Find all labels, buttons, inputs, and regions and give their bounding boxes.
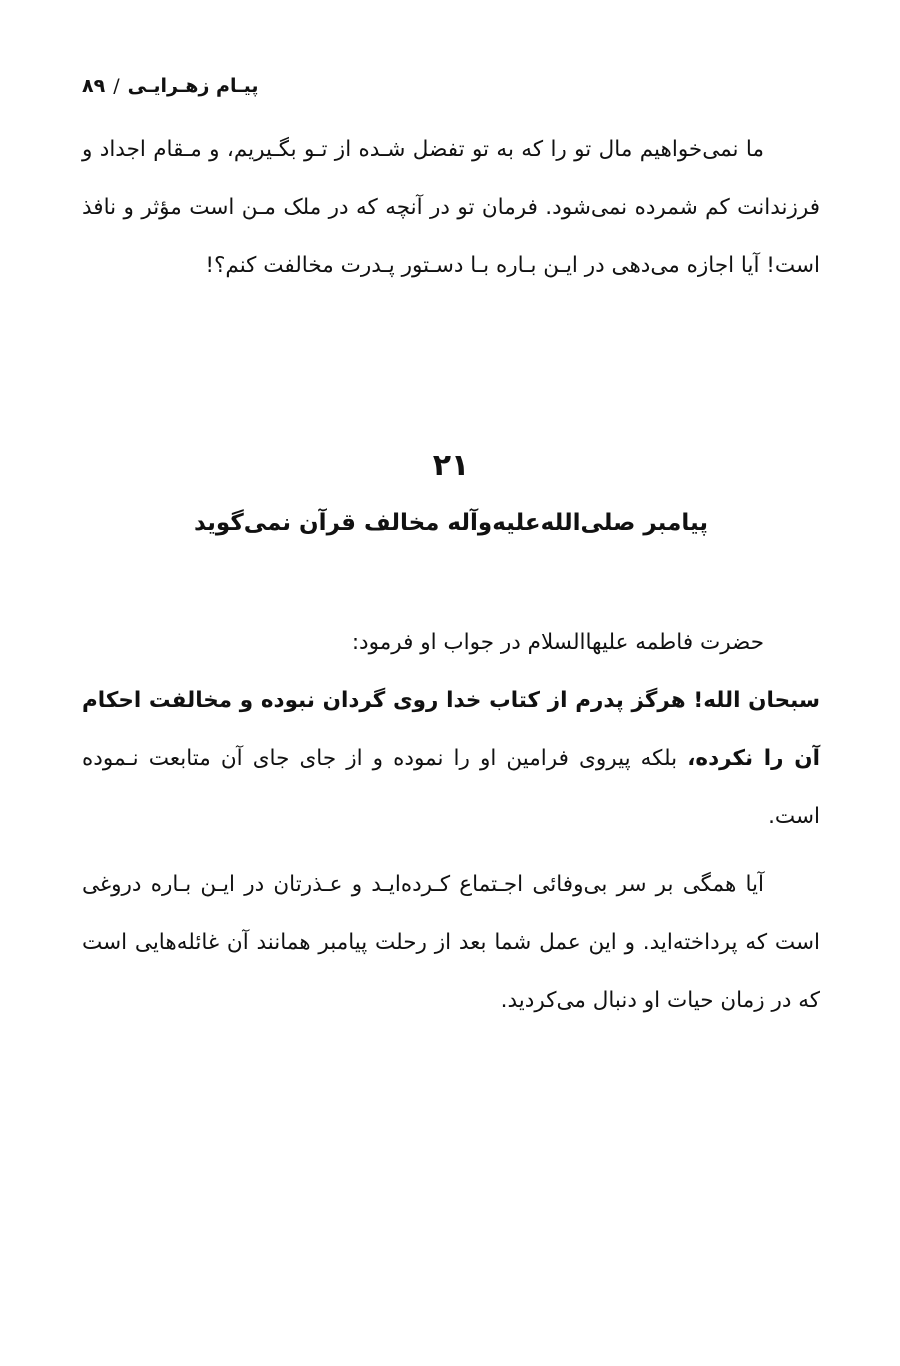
paragraph-1: ما نمی‌خواهیم مال تو را که به تو تفضل شـده از تـو بگـیریم، و مـقام اجداد و فرزندانت کم شمرده نمی‌شود. فرمان تو در آنچه که در ملک مـن است مؤثر و نافذ است! آیا اجازه می‌دهی در ایـن بـاره بـا دسـتور پـدرت مخالفت کنم؟!: [82, 137, 820, 278]
header-separator: /: [113, 74, 120, 97]
chapter-number: ۲۱: [432, 448, 470, 483]
running-header: [82, 74, 820, 104]
chapter-title: پیامبر صلی‌الله‌علیه‌وآله مخالف قرآن نمی‌گوید: [194, 510, 708, 536]
book-page: [82, 0, 820, 1366]
paragraph-3: آیا همگی بر سر بی‌وفائی اجـتماع کـرده‌ایـد و عـذرتان در ایـن بـاره دروغی است که پرداخته‌اید. و این عمل شما بعد از رحلت پیامبر همانند آن غائله‌هایی است که در زمان حیات او دنبال می‌کردید.: [82, 872, 820, 1013]
paragraph-2-body: [82, 672, 820, 846]
page-number: ۸۹: [82, 74, 106, 97]
paragraph-2-intro: حضرت فاطمه علیهاالسلام در جواب او فرمود:: [351, 630, 764, 655]
book-title: پیـام زهـرایـی: [127, 74, 259, 97]
quote-bold: سبحان الله! هرگز پدرم از کتاب خدا روی گردان نبوده و مخالفت احکام آن را نکرده،: [82, 688, 820, 771]
paragraph-2-rest: بلکه پیروی فرامین او را نموده و از جای جای آن متابعت نـموده است.: [82, 746, 820, 829]
paragraph-2: [82, 614, 820, 846]
